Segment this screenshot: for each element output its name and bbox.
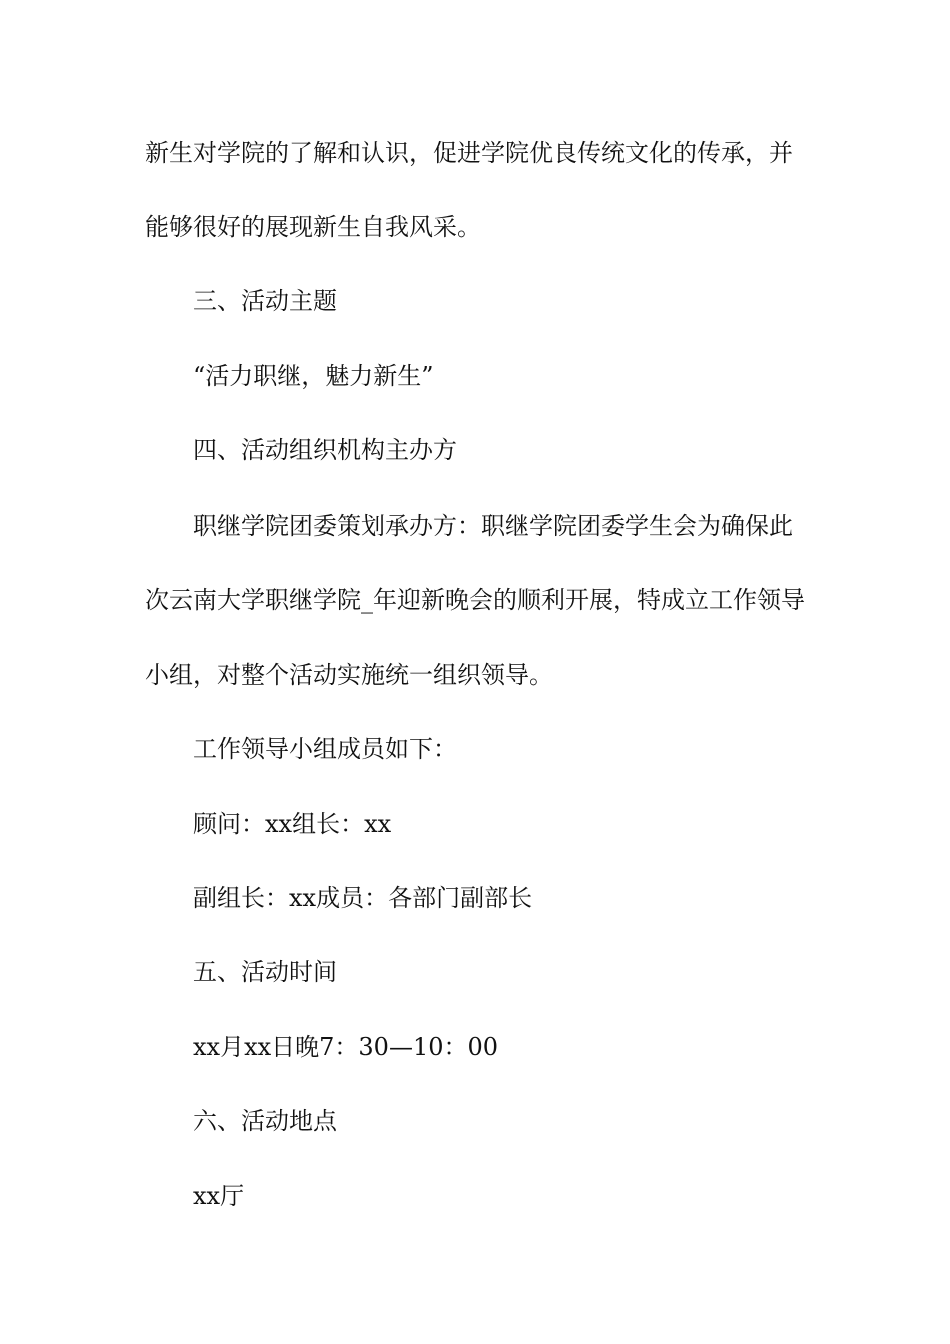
organizer-paragraph-line-1: 职继学院团委策划承办方：职继学院团委学生会为确保此 bbox=[193, 512, 793, 540]
leadership-advisor-leader: 顾问：xx组长：xx bbox=[193, 810, 392, 838]
organizer-paragraph-line-2: 次云南大学职继学院_年迎新晚会的顺利开展，特成立工作领导 bbox=[145, 586, 805, 614]
organizer-paragraph-line-3: 小组，对整个活动实施统一组织领导。 bbox=[145, 661, 553, 689]
paragraph-continuation-line-2: 能够很好的展现新生自我风采。 bbox=[145, 213, 481, 241]
event-location: xx厅 bbox=[193, 1182, 245, 1210]
leadership-deputy-members: 副组长：xx成员：各部门副部长 bbox=[193, 884, 533, 912]
theme-slogan: “活力职继，魅力新生” bbox=[193, 362, 434, 390]
paragraph-continuation-line-1: 新生对学院的了解和认识，促进学院优良传统文化的传承，并 bbox=[145, 139, 793, 167]
section-heading-organizer: 四、活动组织机构主办方 bbox=[193, 436, 457, 464]
event-time: xx月xx日晚7：30—10：00 bbox=[193, 1033, 499, 1061]
section-heading-time: 五、活动时间 bbox=[193, 958, 337, 986]
section-heading-theme: 三、活动主题 bbox=[193, 287, 337, 315]
leadership-group-intro: 工作领导小组成员如下： bbox=[193, 735, 457, 763]
section-heading-location: 六、活动地点 bbox=[193, 1107, 337, 1135]
